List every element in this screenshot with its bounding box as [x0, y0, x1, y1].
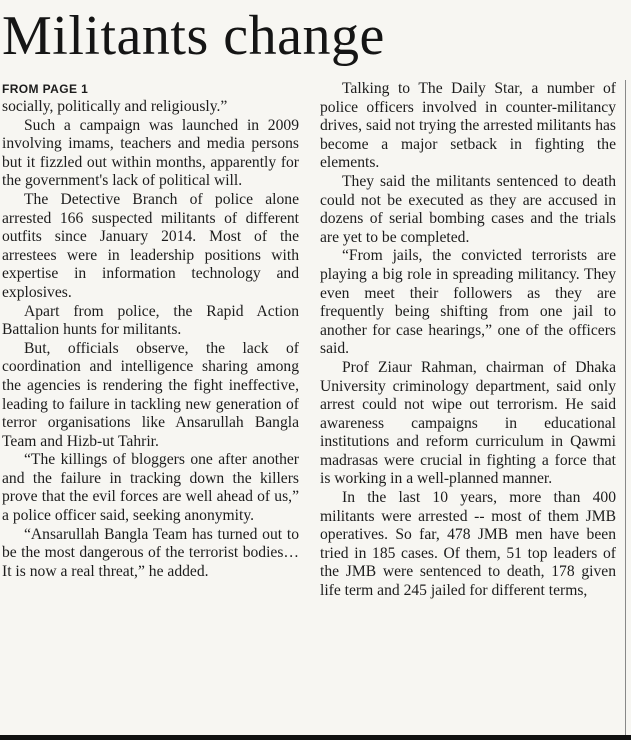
paragraph: “Ansarullah Bangla Team has turned out to be the most dangerous of the terrorist bodies… It is now a real threat,” he added. [2, 525, 299, 580]
paragraph: The Detective Branch of police alone arrested 166 suspected militants of different outfits since January 2014. Most of the arrestees were in leadership positions with expertise in information technology and explosives. [2, 190, 299, 301]
article-headline: Militants change [2, 5, 385, 67]
paragraph: But, officials observe, the lack of coordination and intelligence sharing among the agencies is rendering the fight ineffective, leading to failure in tackling new generation of terror organisations like Ansarullah Bangla Team and Hizb-ut Tahrir. [2, 339, 299, 450]
article-column-left [2, 80, 299, 581]
article-column-right [320, 80, 616, 601]
paragraph: Such a campaign was launched in 2009 involving imams, teachers and media persons but it fizzled out within months, apparently for the government's lack of political will. [2, 116, 299, 190]
bottom-rule [0, 735, 631, 740]
paragraph: Apart from police, the Rapid Action Battalion hunts for militants. [2, 302, 299, 339]
paragraph: socially, politically and religiously.” [2, 98, 228, 115]
column-edge-rule [625, 80, 626, 735]
paragraph: They said the militants sentenced to death could not be executed as they are accused in dozens of serial bombing cases and the trials are yet to be completed. [320, 172, 616, 246]
paragraph: Prof Ziaur Rahman, chairman of Dhaka University criminology department, said only arrest could not wipe out terrorism. He said awareness campaigns in educational institutions and reform curriculum in Qawmi madrasas were crucial in fighting a force that is working in a well-planned manner. [320, 358, 616, 488]
paragraph: “The killings of bloggers one after another and the failure in tracking down the killers prove that the evil forces are well ahead of us,” a police officer said, seeking anonymity. [2, 451, 299, 525]
jump-line: FROM PAGE 1 [2, 82, 89, 96]
paragraph: In the last 10 years, more than 400 militants were arrested -- most of them JMB operatives. So far, 478 JMB men have been tried in 185 cases. Of them, 51 top leaders of the JMB were sentenced to death, 178 given life term and 245 jailed for different terms, [320, 489, 616, 600]
paragraph: Talking to The Daily Star, a number of police officers involved in counter-militancy drives, said not trying the arrested militants has become a major setback in fighting the elements. [320, 80, 616, 172]
paragraph: “From jails, the convicted terrorists are playing a big role in spreading militancy. They even meet their followers as they are frequently being shifting from one jail to another for case hearings,” one of the officers said. [320, 247, 616, 358]
